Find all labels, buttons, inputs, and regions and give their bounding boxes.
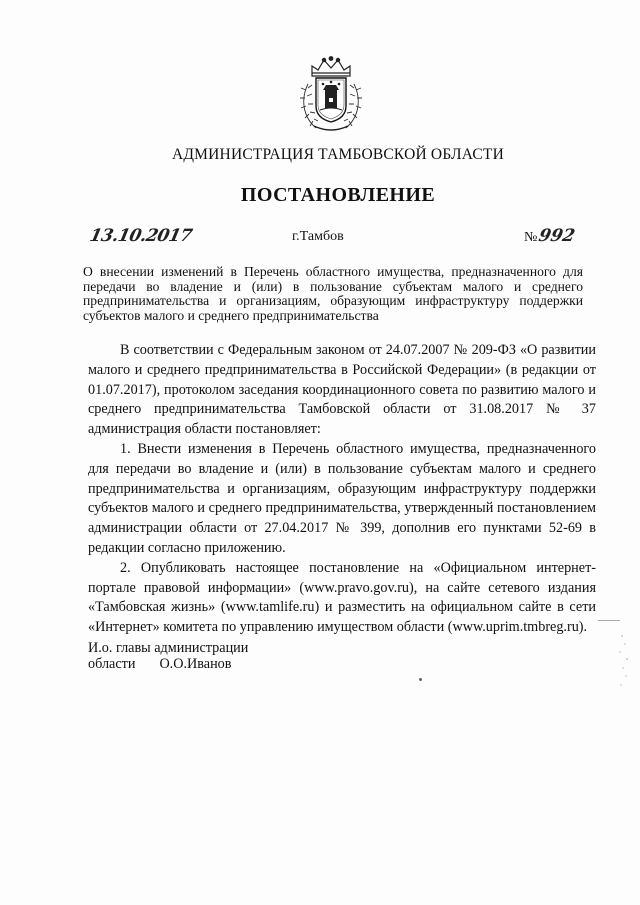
document-city: г.Тамбов [292,229,344,244]
document-date: 13.10.2017 [87,226,194,246]
signature-name: О.О.Иванов [159,656,232,672]
signature-row [88,656,248,672]
document-number [524,226,575,246]
coat-of-arms-icon [298,56,364,134]
document-type-title: ПОСТАНОВЛЕНИЕ [240,184,436,206]
body-intro-paragraph: В соответствии с Федеральным законом от 24.07.2007 № 209-ФЗ «О развитии малого и среднего предпринимательства в Российской Федерации» (в редакции от 01.07.2017), протоколом заседания координационного совета по развитию малого и среднего предпринимательства Тамбовской области от 31.08.2017 № 37 администрация области постановляет: [88,342,596,438]
scan-speckles [600,630,630,700]
number-sign: № [524,230,538,245]
signature-position-line1: И.о. главы администрации [88,640,249,656]
body-item-1-paragraph: 1. Внести изменения в Перечень областного имущества, предназначенного для передачи во владение и (или) в пользование субъектам малого и среднего предпринимательства и организациям, образующим инфраструктуру поддержки субъектов малого и среднего предпринимательства, утвержденный постановлением администрации области от 27.04.2017 № 399, дополнив его пунктами 52-69 в редакции согласно приложению. [88,440,596,556]
organization-title: АДМИНИСТРАЦИЯ ТАМБОВСКОЙ ОБЛАСТИ [172,146,504,163]
number-value: 992 [537,226,577,246]
margin-dash-mark [598,620,620,621]
signature-position-line2: области [88,656,136,672]
document-body [88,341,596,638]
document-subject: О внесении изменений в Перечень областного имущества, предназначенного для передачи во владение и (или) в пользование субъектам малого и среднего предпринимательства и организациям, образующим инфраструктуру поддержки субъектов малого и среднего предпринимательства [83,264,583,323]
scan-dot-mark [419,678,422,681]
signature-block [88,640,248,672]
body-item-2-paragraph: 2. Опубликовать настоящее постановление на «Официальном интернет-портале правовой информации» (www.pravo.gov.ru), на сайте сетевого издания «Тамбовская жизнь» (www.tamlife.ru) и разместить на официальном сайте в сети «Интернет» комитета по управлению имуществом области (www.uprim.tmbreg.ru). [88,559,596,636]
